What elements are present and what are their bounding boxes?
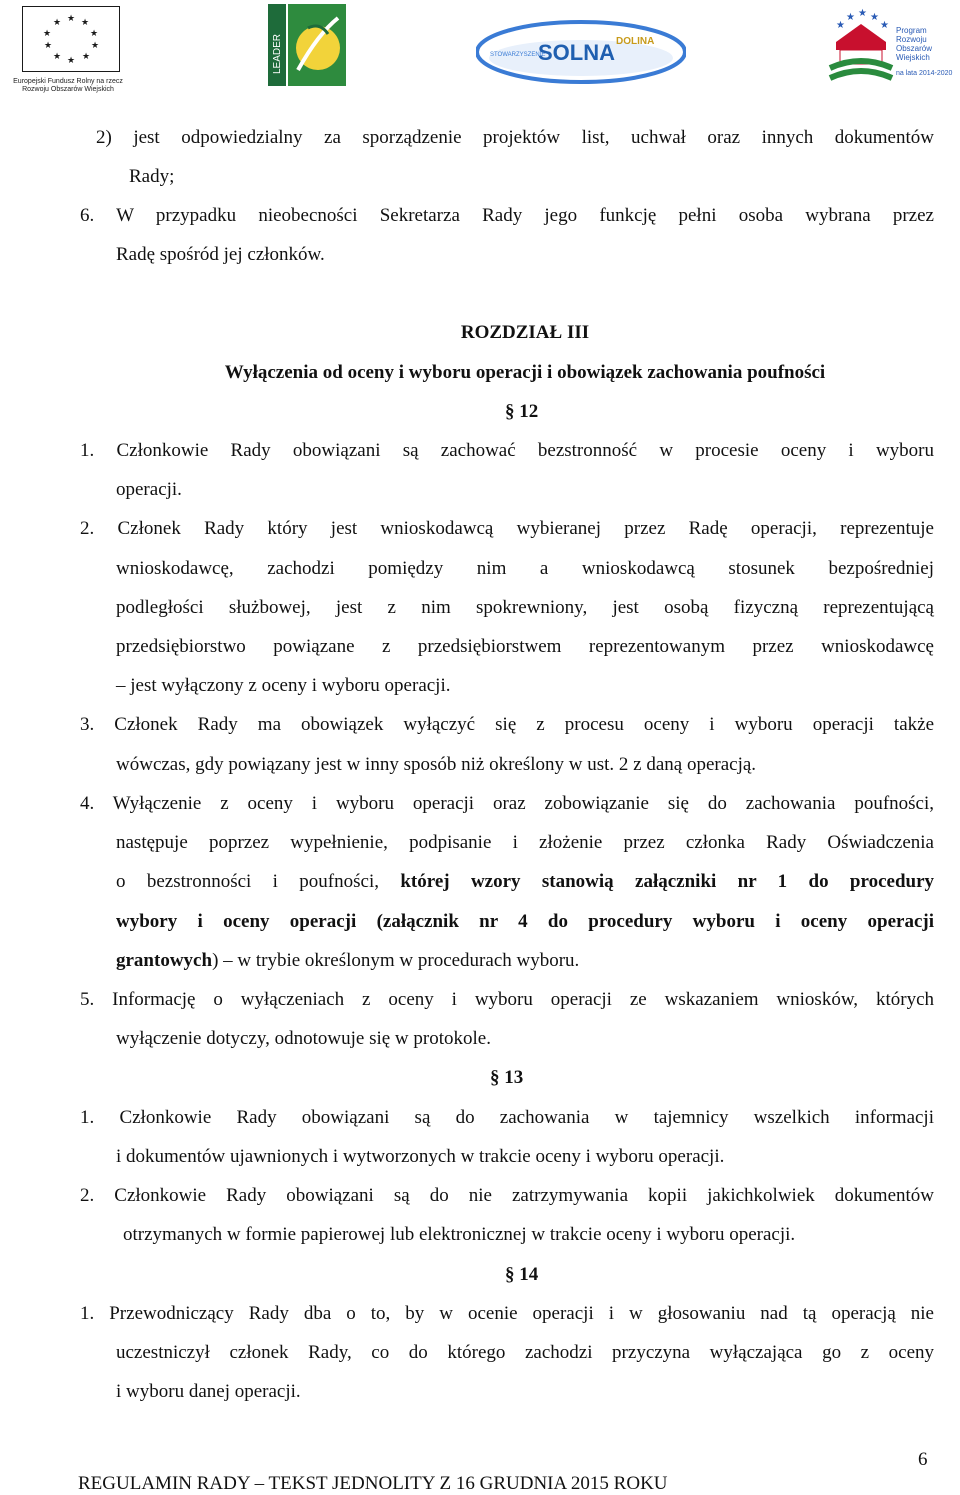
text-line: – jest wyłączony z oceny i wyboru operacji.: [116, 675, 451, 696]
svg-text:★: ★: [858, 8, 867, 19]
svg-text:★: ★: [52, 17, 62, 27]
eu-flag-icon: [22, 6, 120, 72]
text-line: i dokumentów ujawnionych i wytworzonych w trakcie oceny i wyboru operacji.: [116, 1146, 725, 1167]
text-line: o bezstronności i poufności, której wzory stanowią załączniki nr 1 do procedury: [116, 871, 935, 892]
eu-logo: [6, 6, 130, 96]
text-line: następuje poprzez wypełnienie, podpisanie i złożenie przez członka Rady Oświadczenia: [116, 832, 934, 853]
svg-text:★: ★: [66, 13, 76, 23]
text-line: 4. Wyłączenie z oceny i wyboru operacji oraz zobowiązanie się do zachowania poufności,: [80, 793, 934, 814]
text-line: 5. Informację o wyłączeniach z oceny i wyboru operacji ze wskazaniem wniosków, których: [80, 989, 934, 1010]
svg-text:★: ★: [89, 28, 99, 38]
svg-text:★: ★: [66, 55, 76, 65]
svg-text:★: ★: [846, 12, 855, 23]
text-line: podległości służbowej, jest z nim spokrewniony, jest osobą fizyczną reprezentującą: [116, 597, 934, 618]
text-line: 2. Członkowie Rady obowiązani są do nie zatrzymywania kopii jakichkolwiek dokumentów: [80, 1185, 934, 1206]
text-line: przedsiębiorstwo powiązane z przedsiębiorstwem reprezentowanym przez wnioskodawcę: [116, 636, 934, 657]
text-line: Radę spośród jej członków.: [116, 244, 325, 265]
leader-logo: [268, 4, 348, 86]
solna-dolina-logo: [476, 18, 686, 84]
text-line: wówczas, gdy powiązany jest w inny sposób niż określony w ust. 2 z daną operacją.: [116, 754, 757, 775]
svg-text:★: ★: [870, 12, 879, 23]
prow-logo-years: na lata 2014-2020: [896, 70, 953, 77]
solna-logo-subtext: DOLINA: [616, 36, 655, 47]
svg-text:★: ★: [52, 51, 62, 61]
section-14-heading: § 14: [505, 1264, 539, 1285]
text-line: 3. Członek Rady ma obowiązek wyłączyć się z procesu oceny i wyboru operacji także: [80, 714, 934, 735]
text-line: wyłączenie dotyczy, odnotowuje się w protokole.: [116, 1028, 491, 1049]
text-line: Rady;: [129, 166, 175, 187]
svg-text:★: ★: [90, 40, 100, 50]
text-line: uczestniczył członek Rady, co do którego zachodzi przyczyna wyłączająca go z oceny: [116, 1342, 934, 1363]
svg-text:★: ★: [80, 17, 90, 27]
text-line: 1. Członkowie Rady obowiązani są zachować bezstronność w procesie oceny i wyboru: [80, 440, 934, 461]
chapter-subtitle: Wyłączenia od oceny i wyboru operacji i obowiązek zachowania poufności: [224, 362, 826, 383]
text-line: 6. W przypadku nieobecności Sekretarza Rady jego funkcję pełni osoba wybrana przez: [80, 205, 934, 226]
text-line: 1. Członkowie Rady obowiązani są do zachowania w tajemnicy wszelkich informacji: [80, 1107, 934, 1128]
prow-logo-text: Program Rozwoju Obszarów Wiejskich: [896, 26, 933, 62]
prow-logo: [826, 6, 958, 88]
text-line: otrzymanych w formie papierowej lub elektronicznej w trakcie oceny i wyboru operacji.: [123, 1224, 796, 1245]
solna-logo-text: SOLNA: [538, 40, 615, 65]
svg-text:★: ★: [836, 20, 845, 31]
chapter-title: ROZDZIAŁ III: [460, 322, 590, 343]
leader-logo-text: LEADER: [272, 33, 283, 74]
text-line: 1. Przewodniczący Rady dba o to, by w ocenie operacji i w głosowaniu nad tą operacją nie: [80, 1303, 934, 1324]
section-13-heading: § 13: [490, 1067, 524, 1088]
section-12-heading: § 12: [505, 401, 539, 422]
svg-text:★: ★: [42, 28, 52, 38]
text-line: wybory i oceny operacji (załącznik nr 4 do procedury wyboru i oceny operacji: [116, 911, 934, 932]
text-line: 2. Członek Rady który jest wnioskodawcą wybieranej przez Radę operacji, reprezentuje: [80, 518, 934, 539]
eu-logo-caption: Europejski Fundusz Rolny na rzecz Rozwoju Obszarów Wiejskich: [13, 78, 123, 93]
solna-logo-small: STOWARZYSZENIE: [490, 52, 546, 58]
text-line: 2) jest odpowiedzialny za sporządzenie projektów list, uchwał oraz innych dokumentów: [96, 127, 934, 148]
svg-text:★: ★: [43, 40, 53, 50]
text-line: i wyboru danej operacji.: [116, 1381, 301, 1402]
text-line: grantowych) – w trybie określonym w procedurach wyboru.: [116, 950, 580, 971]
svg-text:★: ★: [880, 20, 889, 31]
footer-text: REGULAMIN RADY – TEKST JEDNOLITY Z 16 GRUDNIA 2015 ROKU: [78, 1473, 668, 1494]
text-line: operacji.: [116, 479, 182, 500]
text-line: wnioskodawcę, zachodzi pomiędzy nim a wnioskodawcą stosunek bezpośredniej: [116, 558, 934, 579]
page-number: 6: [918, 1449, 928, 1470]
svg-text:★: ★: [81, 51, 91, 61]
